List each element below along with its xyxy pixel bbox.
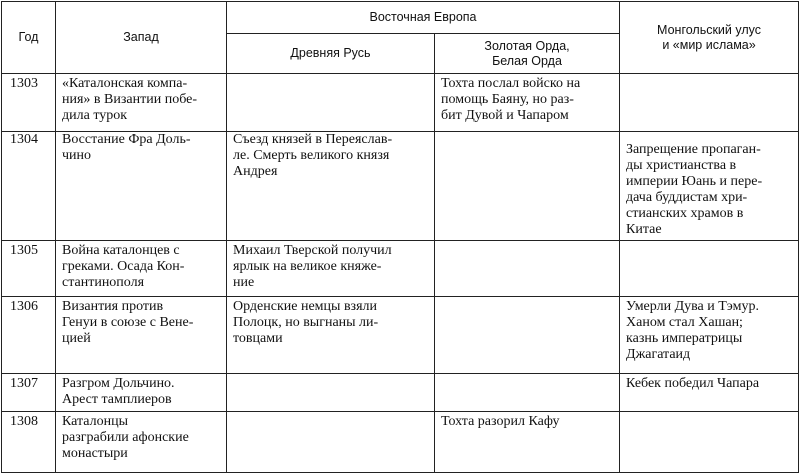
cell-horde [435, 297, 620, 374]
cell-mongol [620, 241, 799, 297]
cell-rus: Михаил Тверской получил ярлык на великое княже- ние [227, 241, 435, 297]
cell-rus [227, 412, 435, 473]
cell-west: Византия против Генуи в союзе с Вене- цией [56, 297, 227, 374]
cell-west: Восстание Фра Доль- чино [56, 132, 227, 241]
cell-west: Каталонцы разграбили афонские монастыри [56, 412, 227, 473]
cell-year: 1307 [2, 374, 56, 412]
cell-mongol [620, 412, 799, 473]
cell-mongol: Запрещение пропаган- ды христианства в империи Юань и пере- дача буддистам хри- стианских храмов в Китае [620, 132, 799, 241]
cell-mongol: Умерли Дува и Тэмур. Ханом стал Хашан; казнь императрицы Джагатаид [620, 297, 799, 374]
cell-horde: Тохта послал войско на помощь Баяну, но раз- бит Дувой и Чапаром [435, 74, 620, 132]
cell-west: «Каталонская компа- ния» в Византии побе- дила турок [56, 74, 227, 132]
cell-year: 1308 [2, 412, 56, 473]
table-row [2, 412, 799, 473]
header-rus: Древняя Русь [227, 34, 435, 74]
cell-mongol: Кебек победил Чапара [620, 374, 799, 412]
cell-horde: Тохта разорил Кафу [435, 412, 620, 473]
table-row [2, 374, 799, 412]
cell-mongol [620, 74, 799, 132]
table-row [2, 74, 799, 132]
table-row [2, 297, 799, 374]
cell-year: 1305 [2, 241, 56, 297]
cell-rus: Орденские немцы взяли Полоцк, но выгнаны ли- товцами [227, 297, 435, 374]
cell-horde [435, 374, 620, 412]
header-mongol: Монгольский улус и «мир ислама» [620, 2, 799, 74]
header-horde: Золотая Орда, Белая Орда [435, 34, 620, 74]
table-row [2, 241, 799, 297]
header-year: Год [2, 2, 56, 74]
cell-rus: Съезд князей в Переяслав- ле. Смерть великого князя Андрея [227, 132, 435, 241]
header-west: Запад [56, 2, 227, 74]
cell-west: Разгром Дольчино. Арест тамплиеров [56, 374, 227, 412]
cell-rus [227, 74, 435, 132]
header-east-europe: Восточная Европа [227, 2, 620, 34]
cell-rus [227, 374, 435, 412]
table-row [2, 132, 799, 241]
cell-year: 1303 [2, 74, 56, 132]
chronology-table [1, 1, 799, 473]
cell-year: 1304 [2, 132, 56, 241]
cell-horde [435, 241, 620, 297]
cell-horde [435, 132, 620, 241]
cell-west: Война каталонцев с греками. Осада Кон- стантинополя [56, 241, 227, 297]
cell-year: 1306 [2, 297, 56, 374]
